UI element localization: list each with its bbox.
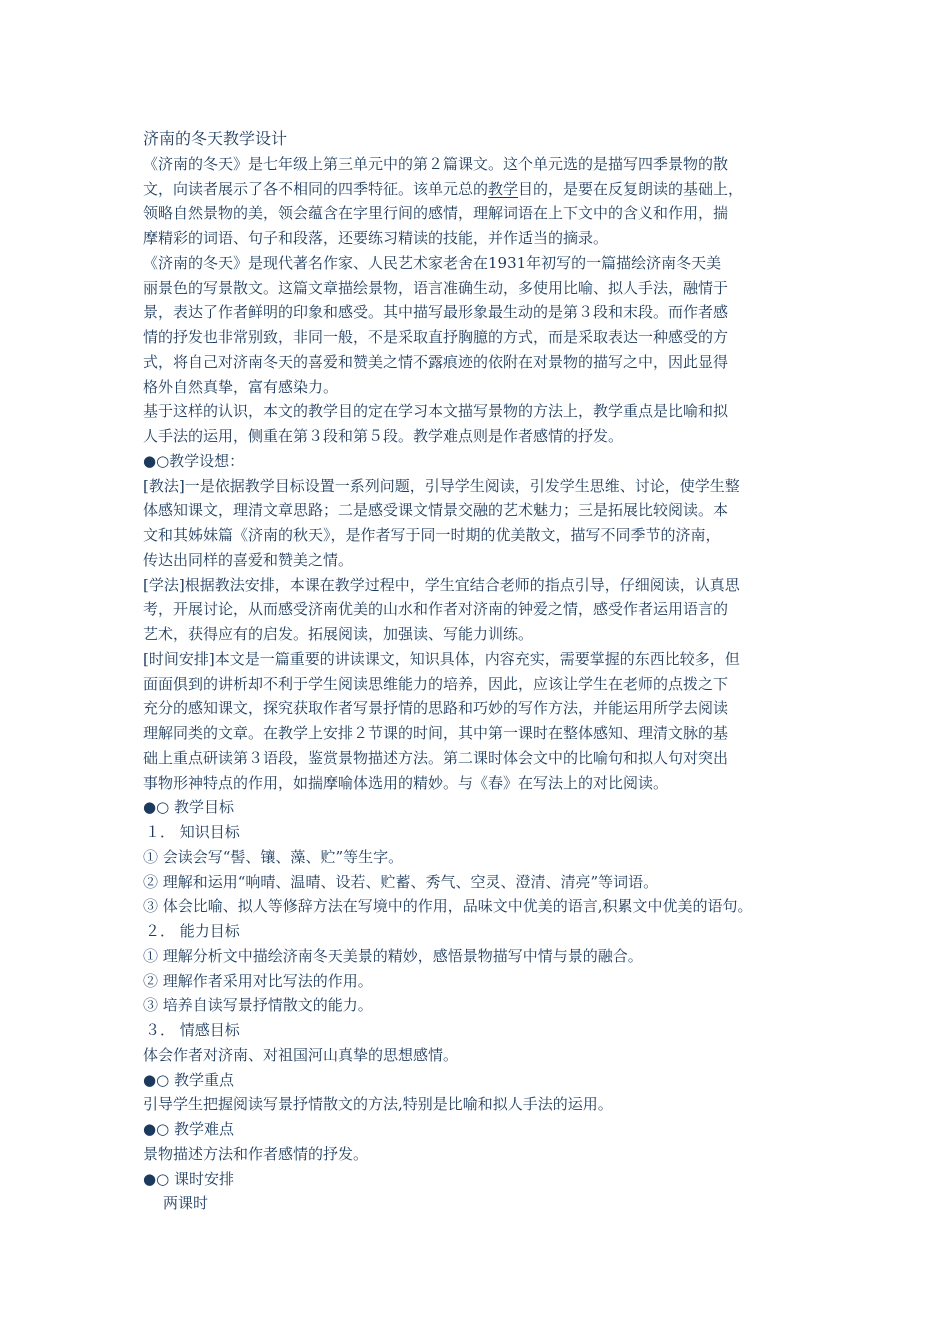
text-line: 《济南的冬天》是现代著名作家、人民艺术家老舍在1931年初写的一篇描绘济南冬天美 <box>143 253 722 272</box>
text-line: 景物描述方法和作者感情的抒发。 <box>143 1144 369 1163</box>
text-line: 传达出同样的喜爱和赞美之情。 <box>143 550 354 569</box>
section-heading-nandian: ●○ 教学难点 <box>143 1120 234 1138</box>
text-run: 目的，是要在反复朗读的基础上， <box>518 179 744 198</box>
text-line: [教法]一是依据教学目标设置一系列问题，引导学生阅读，引发学生思维、讨论，使学生整 <box>143 476 740 495</box>
text-line: 考，开展讨论，从而感受济南优美的山水和作者对济南的钟爱之情，感受作者运用语言的 <box>143 600 729 619</box>
shijian-paragraph <box>143 647 833 796</box>
text-line: [学法]根据教法安排，本课在教学过程中，学生宜结合老师的指点引导，仔细阅读，认真思 <box>143 575 740 594</box>
text-line: 理解同类的文章。在教学上安排２节课的时间，其中第一课时在整体感知、理清文脉的基 <box>143 724 729 742</box>
section-heading-zhongdian: ●○ 教学重点 <box>143 1070 234 1089</box>
text-line: 体感知课文，理清文章思路；二是感受课文情景交融的艺术魅力；三是拓展比较阅读。本 <box>143 501 729 520</box>
teaching-link[interactable]: 教学 <box>488 179 519 198</box>
section-heading-keshi: ●○ 课时安排 <box>143 1169 234 1188</box>
goal-paragraph <box>143 399 833 449</box>
text-line: 人手法的运用，侧重在第３段和第５段。教学难点则是作者感情的抒发。 <box>143 427 624 445</box>
text-line: 领略自然景物的美，领会蕴含在字里行间的感情，理解词语在上下文中的含义和作用，揣 <box>143 204 729 223</box>
jiaofa-paragraph <box>143 474 833 573</box>
subheading-qinggan: ３． 情感目标 <box>145 1021 240 1039</box>
document-body <box>143 127 833 1216</box>
text-line <box>143 177 833 202</box>
text-line: 景，表达了作者鲜明的印象和感受。其中描写最形象最生动的是第３段和末段。而作者感 <box>143 303 729 322</box>
document-title: 济南的冬天教学设计 <box>143 129 288 148</box>
text-line: 文和其姊妹篇《济南的秋天》，是作者写于同一时期的优美散文，描写不同季节的济南， <box>143 526 721 544</box>
text-line: 充分的感知课文，探究获取作者写景抒情的思路和巧妙的写作方法，并能运用所学去阅读 <box>143 699 729 718</box>
text-line: 情的抒发也非常别致，非同一般，不是采取直抒胸臆的方式，而是采取表达一种感受的方 <box>143 328 729 346</box>
subheading-nengli: ２． 能力目标 <box>145 922 240 940</box>
text-line: 两课时 <box>163 1194 209 1213</box>
xuefa-paragraph <box>143 573 833 647</box>
text-line: 基于这样的认识，本文的教学目的定在学习本文描写景物的方法上，教学重点是比喻和拟 <box>143 402 729 421</box>
text-line: 艺术，获得应有的启发。拓展阅读，加强读、写能力训练。 <box>143 625 534 643</box>
list-item: ① 理解分析文中描绘济南冬天美景的精妙，感悟景物描写中情与景的融合。 <box>143 946 643 965</box>
text-run: 文，向读者展示了各不相同的四季特征。该单元总的 <box>143 179 489 198</box>
list-item: ② 理解作者采用对比写法的作用。 <box>143 971 373 990</box>
section-heading-mubiao: ●○ 教学目标 <box>143 798 234 817</box>
text-line: 式，将自己对济南冬天的喜爱和赞美之情不露痕迹的依附在对景物的描写之中，因此显得 <box>143 352 729 371</box>
list-item: ③ 培养自读写景抒情散文的能力。 <box>143 996 373 1015</box>
text-line: 础上重点研读第３语段，鉴赏景物描述方法。第二课时体会文中的比喻句和拟人句对突出 <box>143 748 729 767</box>
text-line: 体会作者对济南、对祖国河山真挚的思想感情。 <box>143 1045 459 1064</box>
author-paragraph <box>143 251 833 400</box>
list-item: ③ 体会比喻、拟人等修辞方法在写境中的作用，品味文中优美的语言,积累文中优美的语句。 <box>143 897 753 916</box>
section-heading-shexiang: ●○教学设想： <box>143 451 245 470</box>
text-line: 《济南的冬天》是七年级上第三单元中的第２篇课文。这个单元选的是描写四季景物的散 <box>143 154 729 173</box>
text-line: 丽景色的写景散文。这篇文章描绘景物，语言准确生动，多使用比喻、拟人手法，融情于 <box>143 278 729 297</box>
subheading-zhishi: １． 知识目标 <box>145 823 240 841</box>
text-line: 引导学生把握阅读写景抒情散文的方法,特别是比喻和拟人手法的运用。 <box>143 1095 613 1114</box>
text-line: 面面俱到的讲析却不利于学生阅读思维能力的培养，因此，应该让学生在老师的点拨之下 <box>143 674 729 693</box>
list-item: ① 会读会写“髻、镶、藻、贮”等生字。 <box>143 847 404 866</box>
text-line: 摩精彩的词语、句子和段落，还要练习精读的技能，并作适当的摘录。 <box>143 229 609 247</box>
text-line: 格外自然真挚，富有感染力。 <box>143 377 339 396</box>
text-line: [时间安排]本文是一篇重要的讲读课文，知识具体，内容充实，需要掌握的东西比较多，但 <box>143 649 740 668</box>
text-line: 事物形神特点的作用，如揣摩喻体选用的精妙。与《春》在写法上的对比阅读。 <box>143 773 669 792</box>
intro-paragraph <box>143 152 833 251</box>
list-item: ② 理解和运用“响晴、温晴、设若、贮蓄、秀气、空灵、澄清、清亮”等词语。 <box>143 872 659 891</box>
